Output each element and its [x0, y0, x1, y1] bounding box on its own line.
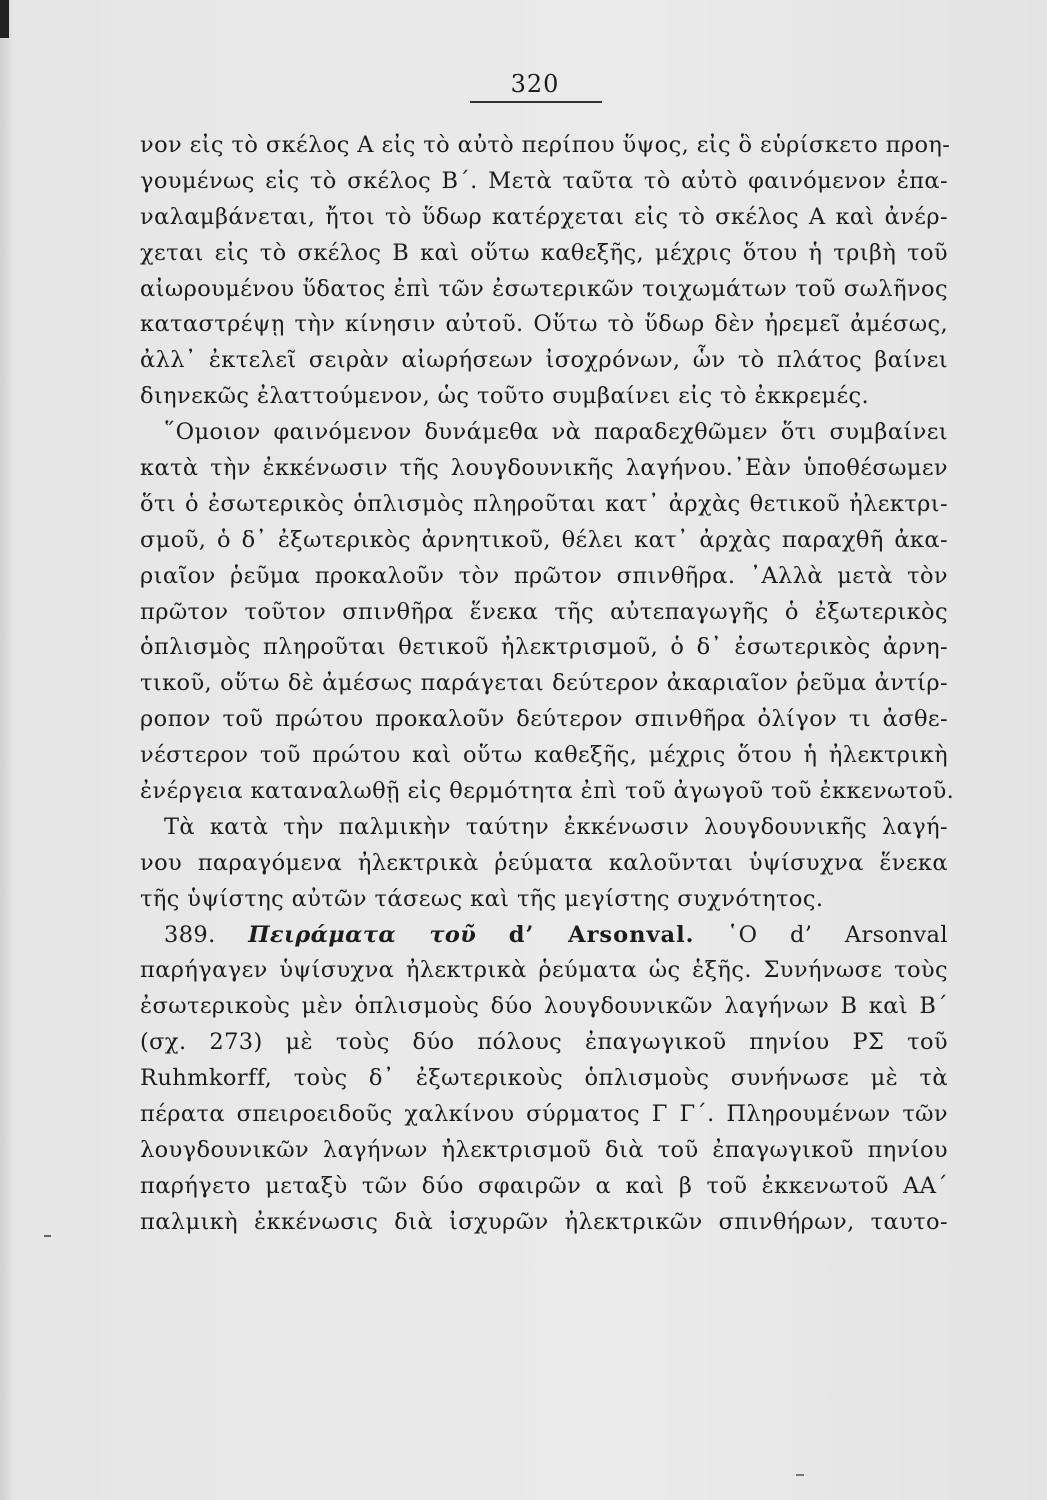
text-line: γουμένως εἰς τὸ σκέλος Β΄. Μετὰ ταῦτα τὸ αὐτὸ φαινόμενον ἐπα- — [140, 167, 948, 194]
text-line: τῆς ὑψίστης αὐτῶν τάσεως καὶ τῆς μεγίστης συχνότητος. — [140, 885, 824, 912]
text-line: παρήγετο μεταξὺ τῶν δύο σφαιρῶν α καὶ β τοῦ ἐκκενωτοῦ ΑΑ΄ — [140, 1172, 948, 1199]
body-text — [140, 128, 955, 1241]
text-line: ριαῖον ῥεῦμα προκαλοῦν τὸν πρῶτον σπινθῆρα. ᾽Αλλὰ μετὰ τὸν — [140, 562, 948, 589]
section-line-text: ῾Ο d’ Arsonval — [727, 921, 948, 948]
text-line: ἐνέργεια καταναλωθῇ εἰς θερμότητα ἐπὶ τοῦ ἀγωγοῦ τοῦ ἐκκενωτοῦ. — [140, 778, 955, 805]
text-line: (σχ. 273) μὲ τοὺς δύο πόλους ἐπαγωγικοῦ πηνίου ΡΣ τοῦ — [140, 1029, 948, 1056]
text-line: ῞Ομοιον φαινόμενον δυνάμεθα νὰ παραδεχθῶμεν ὅτι συμβαίνει — [164, 419, 948, 446]
text-line: πρῶτον τοῦτον σπινθῆρα ἕνεκα τῆς αὐτεπαγωγῆς ὁ ἐξωτερικὸς — [140, 598, 948, 625]
text-line: παρήγαγεν ὑψίσυχνα ἠλεκτρικὰ ῥεύματα ὡς ἑξῆς. Συνήνωσε τοὺς — [140, 957, 948, 984]
text-line: αἰωρουμένου ὕδατος ἐπὶ τῶν ἐσωτερικῶν τοιχωμάτων τοῦ σωλῆνος — [140, 275, 948, 302]
footer-mark — [796, 1474, 804, 1476]
section-name: d’ Arsonval. — [508, 921, 695, 948]
text-line: κατὰ τὴν ἐκκένωσιν τῆς λουγδουνικῆς λαγήνου.᾽Εὰν ὑποθέσωμεν — [140, 455, 948, 482]
text-line: ἀλλ᾽ ἐκτελεῖ σειρὰν αἰωρήσεων ἰσοχρόνων, ὧν τὸ πλάτος βαίνει — [140, 347, 948, 374]
text-line: νέστερον τοῦ πρώτου καὶ οὕτω καθεξῆς, μέχρις ὅτου ἡ ἠλεκτρικὴ — [140, 742, 948, 769]
text-line: τικοῦ, οὕτω δὲ ἀμέσως παράγεται δεύτερον ἀκαριαῖον ῥεῦμα ἀντίρ- — [140, 670, 948, 697]
text-line: νου παραγόμενα ἠλεκτρικὰ ῥεύματα καλοῦνται ὑψίσυχνα ἕνεκα — [140, 849, 948, 876]
text-line: λουγδουνικῶν λαγήνων ἠλεκτρισμοῦ διὰ τοῦ ἐπαγωγικοῦ πηνίου — [140, 1136, 948, 1163]
text-line: καταστρέψῃ τὴν κίνησιν αὐτοῦ. Οὕτω τὸ ὕδωρ δὲν ἠρεμεῖ ἀμέσως, — [140, 311, 948, 338]
text-line: χεται εἰς τὸ σκέλος Β καὶ οὕτω καθεξῆς, μέχρις ὅτου ἡ τριβὴ τοῦ — [140, 239, 948, 266]
section-heading-line — [140, 918, 948, 954]
text-line: ὁπλισμὸς πληροῦται θετικοῦ ἠλεκτρισμοῦ, ὁ δ᾽ ἐσωτερικὸς ἀρνη- — [140, 634, 948, 661]
page-number: 320 — [510, 70, 560, 98]
text-line: ροπον τοῦ πρώτου προκαλοῦν δεύτερον σπινθῆρα ὀλίγον τι ἀσθε- — [140, 706, 948, 733]
text-line: διηνεκῶς ἐλαττούμενον, ὡς τοῦτο συμβαίνει εἰς τὸ ἐκκρεμές. — [140, 383, 870, 410]
text-line: Ruhmkorff, τοὺς δ᾽ ἐξωτερικοὺς ὁπλισμοὺς συνήνωσε μὲ τὰ — [140, 1065, 948, 1092]
section-title: Πειράματα τοῦ — [248, 921, 477, 948]
binding-edge-mark — [0, 0, 9, 38]
section-number: 389. — [164, 921, 216, 948]
text-line: σμοῦ, ὁ δ᾽ ἐξωτερικὸς ἀρνητικοῦ, θέλει κατ᾽ ἀρχὰς παραχθῆ ἀκα- — [140, 526, 948, 553]
text-line: παλμικὴ ἐκκένωσις διὰ ἰσχυρῶν ἠλεκτρικῶν σπινθήρων, ταυτο- — [140, 1208, 948, 1235]
text-line: ναλαμβάνεται, ἤτοι τὸ ὕδωρ κατέρχεται εἰς τὸ σκέλος Α καὶ ἀνέρ- — [140, 203, 948, 230]
header-rule — [470, 101, 602, 103]
text-line: πέρατα σπειροειδοῦς χαλκίνου σύρματος Γ Γ΄. Πληρουμένων τῶν — [140, 1101, 948, 1128]
text-line: Τὰ κατὰ τὴν παλμικὴν ταύτην ἐκκένωσιν λουγδουνικῆς λαγή- — [164, 813, 948, 840]
text-line: ἐσωτερικοὺς μὲν ὁπλισμοὺς δύο λουγδουνικῶν λαγήνων Β καὶ Β΄ — [140, 993, 948, 1020]
text-line: νον εἰς τὸ σκέλος Α εἰς τὸ αὐτὸ περίπου ὕψος, εἰς ὃ εὑρίσκετο προη- — [140, 132, 951, 158]
text-line: ὅτι ὁ ἐσωτερικὸς ὁπλισμὸς πληροῦται κατ᾽ ἀρχὰς θετικοῦ ἠλεκτρι- — [140, 490, 948, 517]
margin-mark — [44, 1235, 51, 1237]
